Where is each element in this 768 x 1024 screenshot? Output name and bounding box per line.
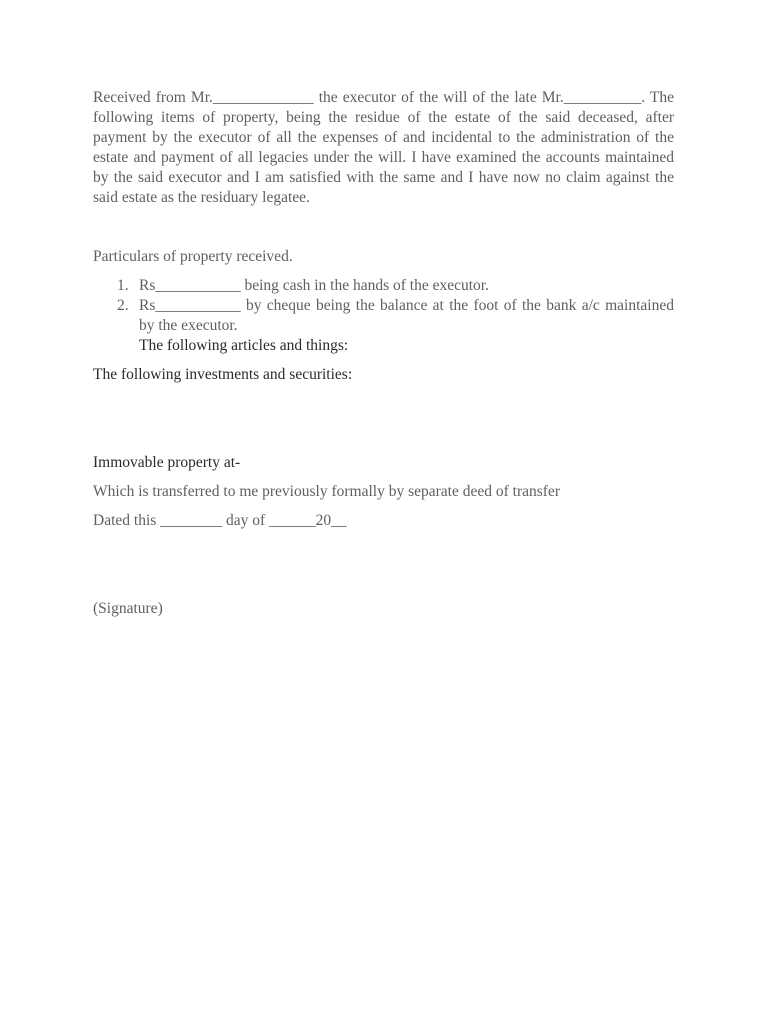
property-list [93,276,674,356]
list-item-number: 2. [117,297,129,314]
list-item-text: Rs___________ by cheque being the balance at the foot of the bank a/c maintained by the executor. [139,297,674,334]
list-item-cheque [93,296,674,336]
receipt-paragraph: Received from Mr._____________ the executor of the will of the late Mr.__________. The following items of property, being the residue of the estate of the said deceased, after payment by the executor of all the expenses of and incidental to the administration of the estate and payment of all legacies under the will. I have examined the accounts maintained by the said executor and I am satisfied with the same and I have now no claim against the said estate as the residuary legatee. [93,89,674,206]
list-item-cash [93,276,674,296]
articles-line: The following articles and things: [139,337,349,354]
dated-line: Dated this ________ day of ______20__ [93,512,347,529]
signature-line: (Signature) [93,600,163,617]
list-item-text: Rs___________ being cash in the hands of the executor. [139,277,489,294]
particulars-heading: Particulars of property received. [93,248,293,265]
document-body [93,88,674,619]
immovable-line: Immovable property at- [93,454,241,471]
investments-line: The following investments and securities: [93,366,353,383]
transferred-line: Which is transferred to me previously formally by separate deed of transfer [93,483,560,500]
list-item-number: 1. [117,277,129,294]
